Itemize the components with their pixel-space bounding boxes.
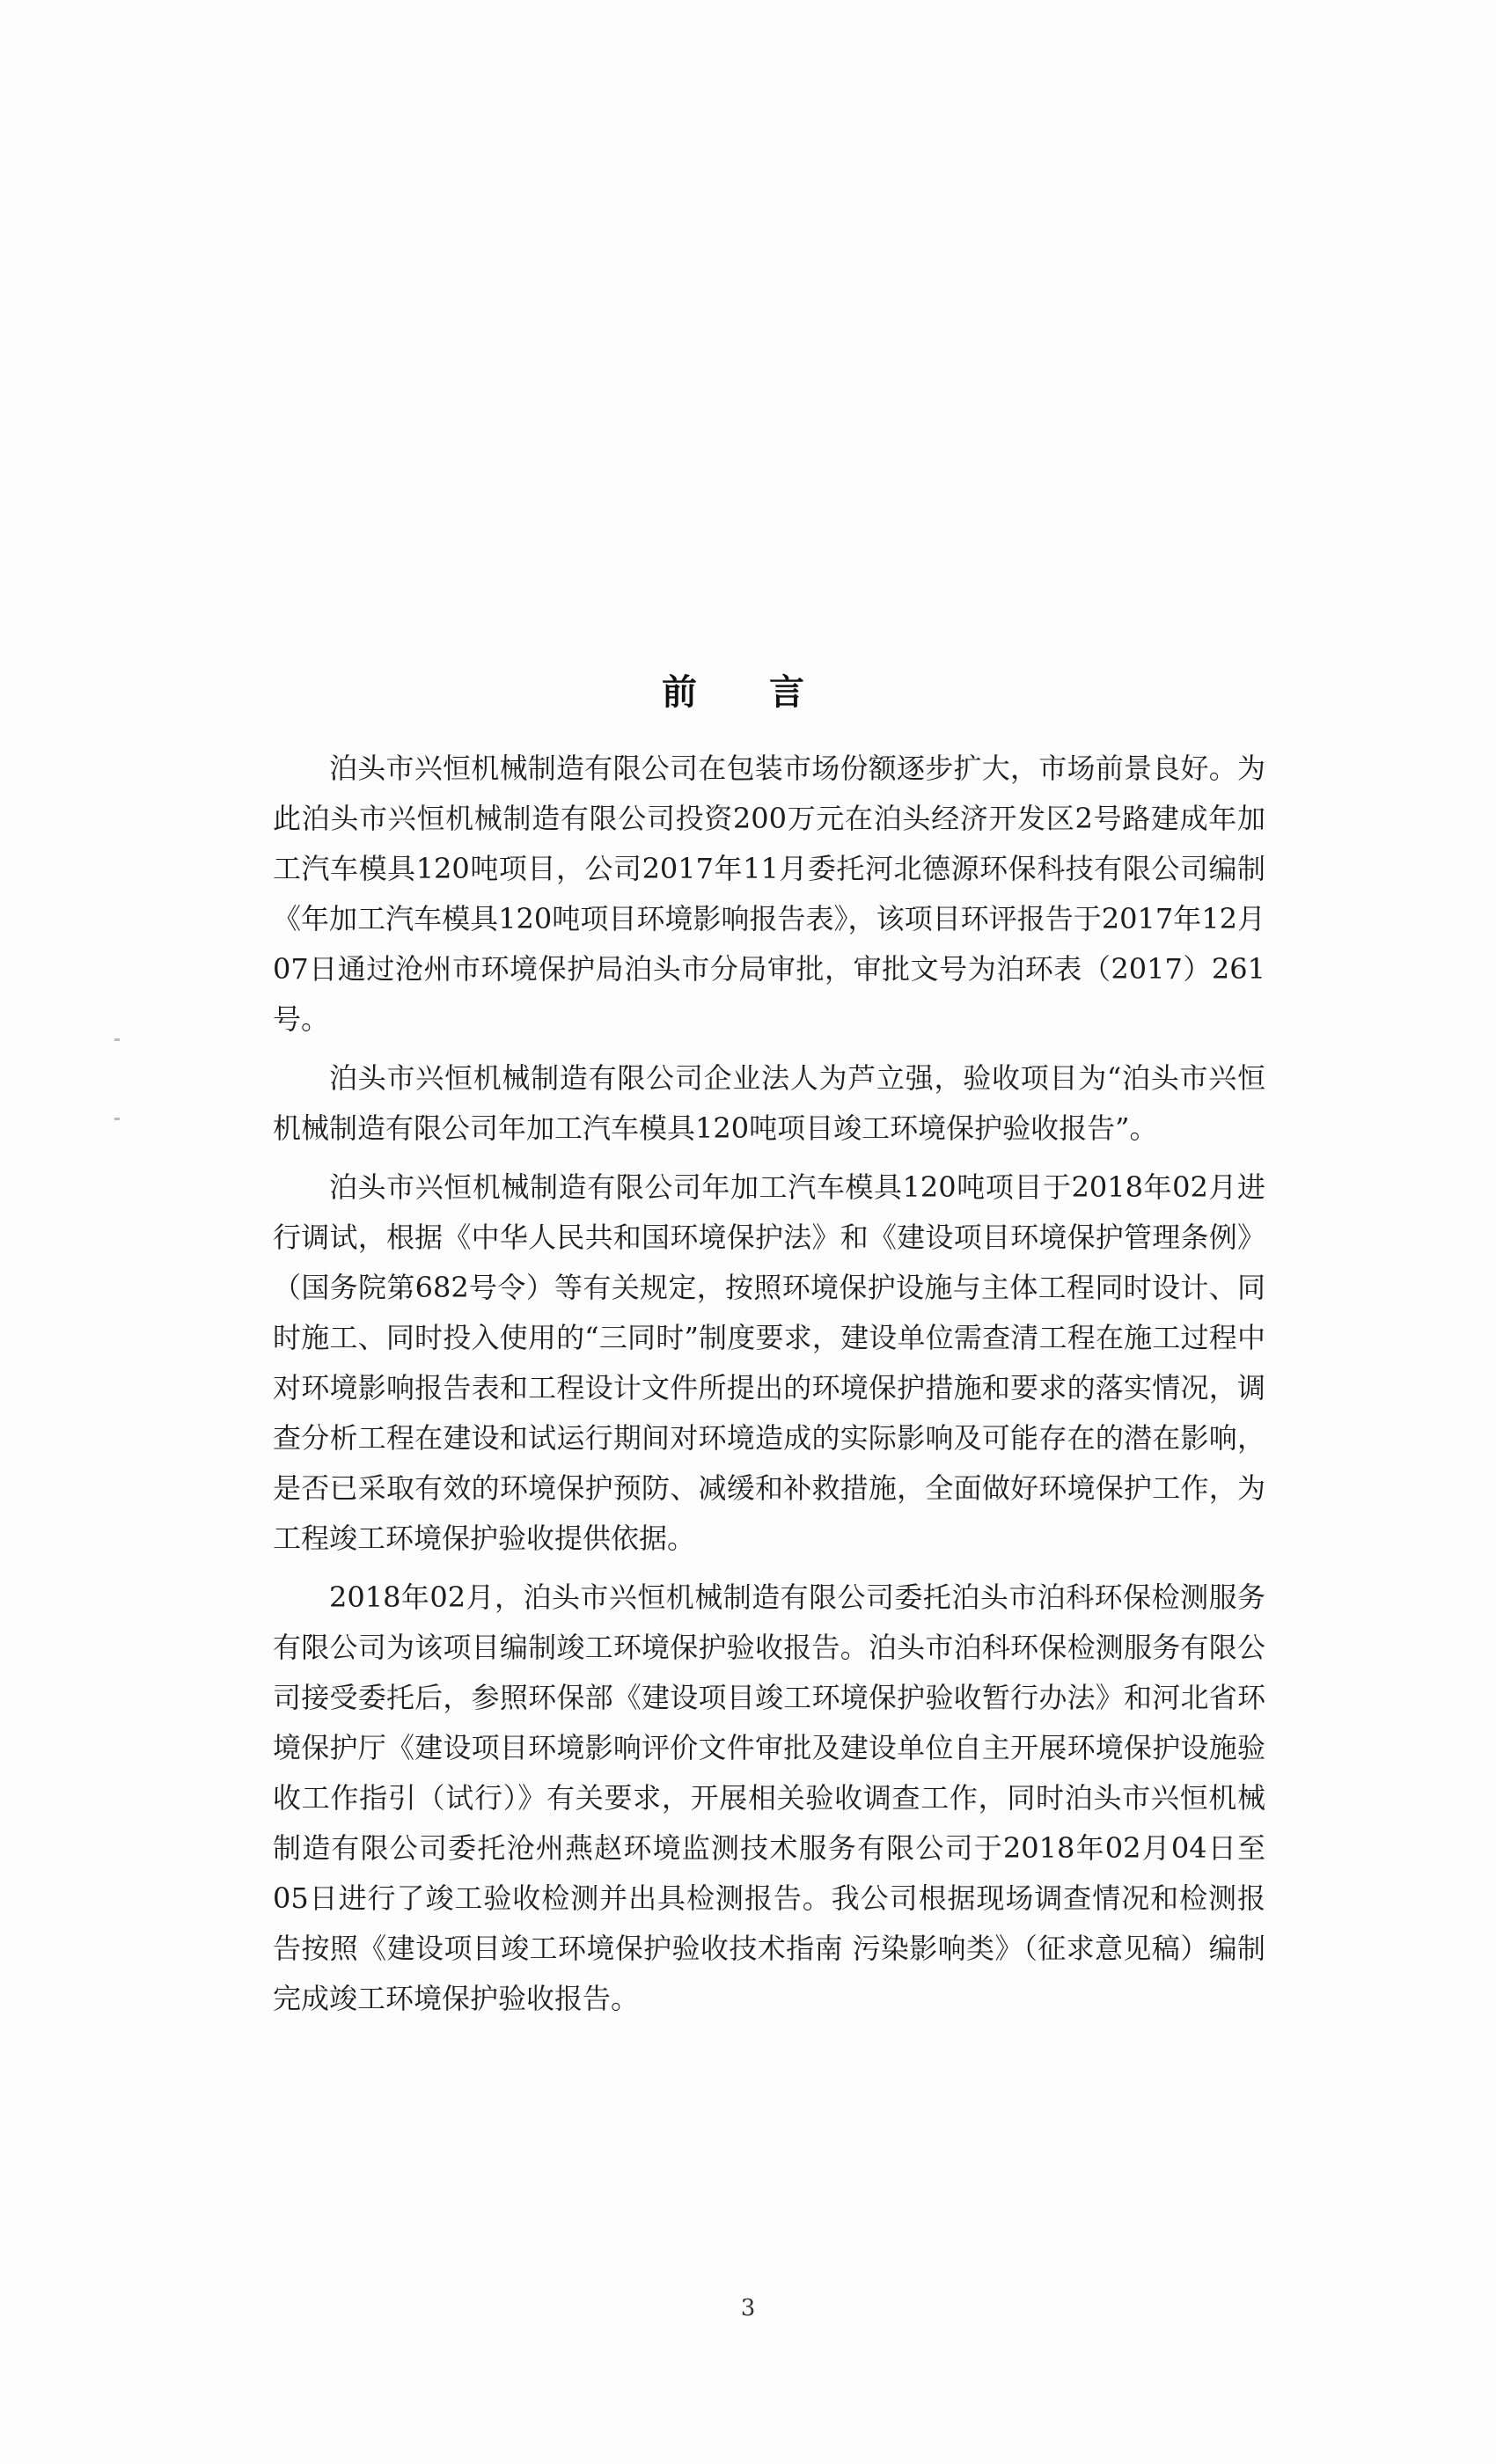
paragraph-3: 泊头市兴恒机械制造有限公司年加工汽车模具120吨项目于2018年02月进行调试，根据《中华人民共和国环境保护法》和《建设项目环境保护管理条例》（国务院第682号令）等有关规定，按照环境保护设施与主体工程同时设计、同时施工、同时投入使用的“三同时”制度要求，建设单位需查清工程在施工过程中对环境影响报告表和工程设计文件所提出的环境保护措施和要求的落实情况，调查分析工程在建设和试运行期间对环境造成的实际影响及可能存在的潜在影响，是否已采取有效的环境保护预防、减缓和补救措施，全面做好环境保护工作，为工程竣工环境保护验收提供依据。 — [273, 1170, 1265, 1555]
scan-mark — [114, 1038, 120, 1041]
paragraph-4: 2018年02月，泊头市兴恒机械制造有限公司委托泊头市泊科环保检测服务有限公司为该项目编制竣工环境保护验收报告。泊头市泊科环保检测服务有限公司接受委托后，参照环保部《建设项目竣工环境保护验收暂行办法》和河北省环境保护厅《建设项目环境影响评价文件审批及建设单位自主开展环境保护设施验收工作指引（试行）》有关要求，开展相关验收调查工作，同时泊头市兴恒机械制造有限公司委托沧州燕赵环境监测技术服务有限公司于2018年02月04日至05日进行了竣工验收检测并出具检测报告。我公司根据现场调查情况和检测报告按照《建设项目竣工环境保护验收技术指南 污染影响类》（征求意见稿）编制完成竣工环境保护验收报告。 — [273, 1580, 1265, 2015]
page-title: 前 言 — [662, 672, 834, 713]
paragraph-2: 泊头市兴恒机械制造有限公司企业法人为芦立强，验收项目为“泊头市兴恒机械制造有限公司年加工汽车模具120吨项目竣工环境保护验收报告”。 — [273, 1061, 1265, 1145]
paragraph-1: 泊头市兴恒机械制造有限公司在包装市场份额逐步扩大，市场前景良好。为此泊头市兴恒机械制造有限公司投资200万元在泊头经济开发区2号路建成年加工汽车模具120吨项目，公司2017年11月委托河北德源环保科技有限公司编制《年加工汽车模具120吨项目环境影响报告表》，该项目环评报告于2017年12月07日通过沧州市环境保护局泊头市分局审批，审批文号为泊环表（2017）261号。 — [273, 752, 1265, 1036]
body-text — [273, 744, 1265, 2033]
page-number: 3 — [740, 2295, 756, 2321]
scan-mark — [114, 1118, 120, 1120]
